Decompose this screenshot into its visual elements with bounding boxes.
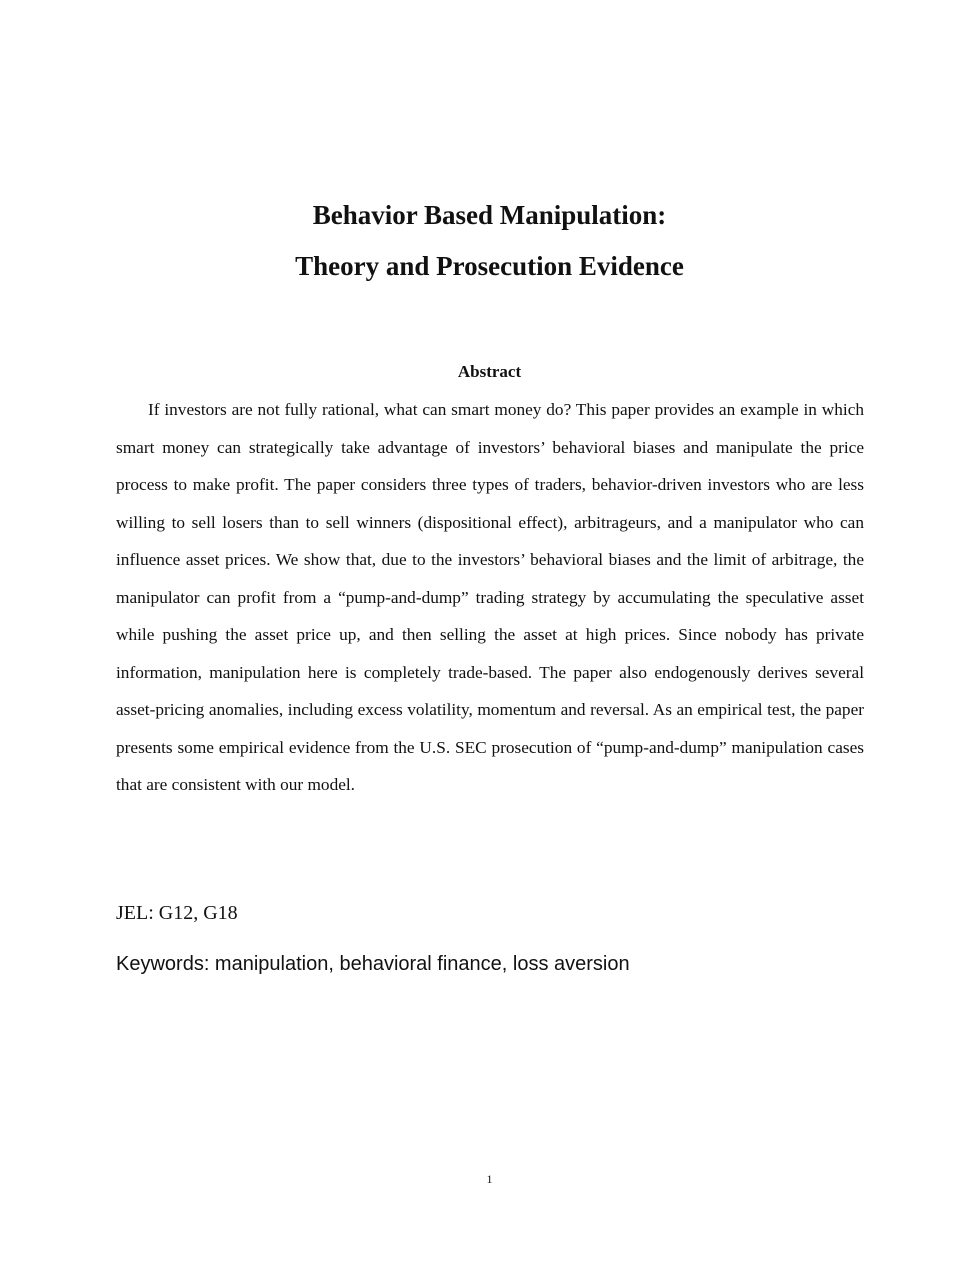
paper-title-line-2: Theory and Prosecution Evidence	[295, 251, 684, 281]
jel-codes: JEL: G12, G18	[116, 902, 238, 924]
paper-title-line-1: Behavior Based Manipulation:	[312, 200, 667, 230]
abstract-heading: Abstract	[457, 362, 522, 381]
page-number: 1	[486, 1172, 493, 1186]
abstract-body: If investors are not fully rational, what can smart money do? This paper provides an example in which smart money can strategically take advantage of investors’ behavioral biases and manipulate the price process to make profit. The paper considers three types of traders, behavior-driven investors who are less willing to sell losers than to sell winners (dispositional effect), arbitrageurs, and a manipulator who can influence asset prices. We show that, due to the investors’ behavioral biases and the limit of arbitrage, the manipulator can profit from a “pump-and-dump” trading strategy by accumulating the speculative asset while pushing the asset price up, and then selling the asset at high prices. Since nobody has private information, manipulation here is completely trade-based. The paper also endogenously derives several asset-pricing anomalies, including excess volatility, momentum and reversal. As an empirical test, the paper presents some empirical evidence from the U.S. SEC prosecution of “pump-and-dump” manipulation cases that are consistent with our model.	[116, 400, 864, 794]
keywords: Keywords: manipulation, behavioral finance, loss aversion	[116, 953, 630, 975]
